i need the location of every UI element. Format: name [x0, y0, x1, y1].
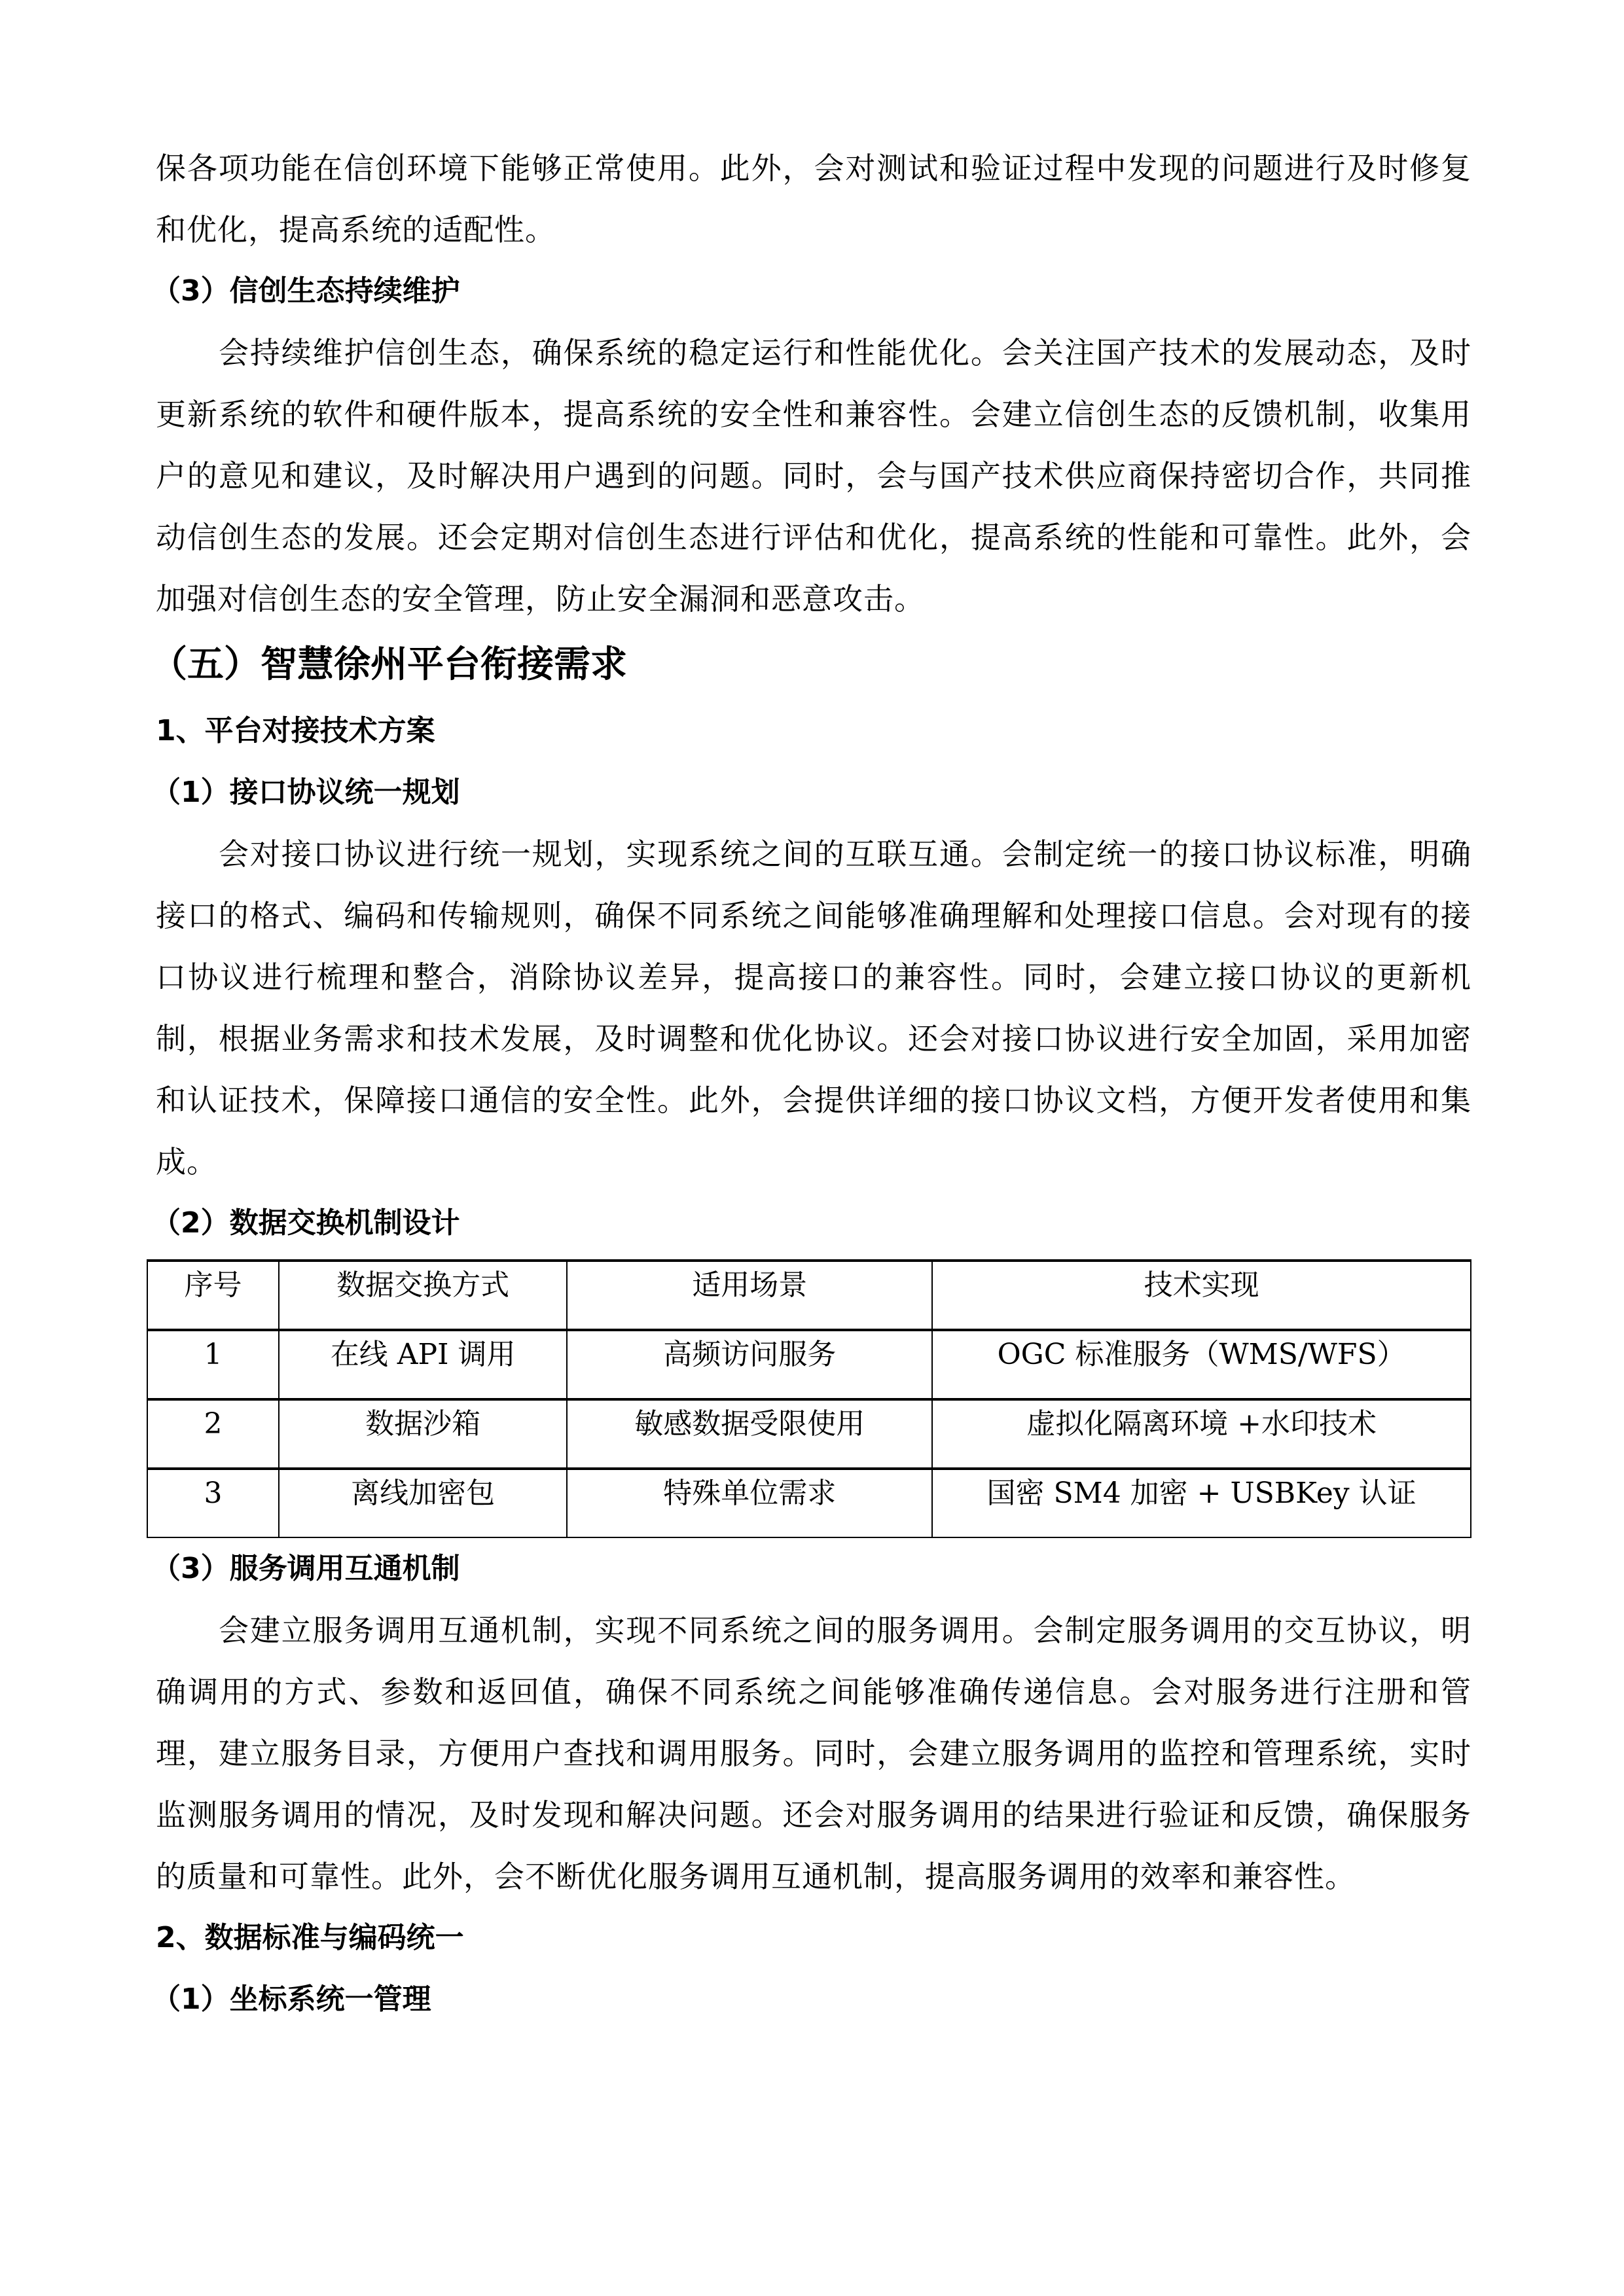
- table-cell: 2: [147, 1399, 279, 1469]
- table-cell: 在线 API 调用: [279, 1330, 568, 1399]
- table-cell: 特殊单位需求: [567, 1469, 932, 1537]
- paragraph-ecosystem-maintenance: 会持续维护信创生态，确保系统的稳定运行和性能优化。会关注国产技术的发展动态，及时更新系统的软件和硬件版本，提高系统的安全性和兼容性。会建立信创生态的反馈机制，收集用户的意见和建议，及时解决用户遇到的问题。同时，会与国产技术供应商保持密切合作，共同推动信创生态的发展。还会定期对信创生态进行评估和优化，提高系统的性能和可靠性。此外，会加强对信创生态的安全管理，防止安全漏洞和恶意攻击。: [156, 335, 1471, 617]
- table-row: [147, 1469, 1471, 1537]
- heading-xinchuang-ecosystem: （3）信创生态持续维护: [152, 274, 460, 308]
- table-header-row: [147, 1261, 1471, 1330]
- heading-coordinate-system: （1）坐标系统一管理: [152, 1982, 431, 2016]
- table-cell: 国密 SM4 加密 + USBKey 认证: [932, 1469, 1471, 1537]
- table-header-cell: 数据交换方式: [279, 1261, 568, 1330]
- table-header-cell: 适用场景: [567, 1261, 932, 1330]
- heading-data-exchange: （2）数据交换机制设计: [152, 1206, 460, 1240]
- paragraph-service-invocation: 会建立服务调用互通机制，实现不同系统之间的服务调用。会制定服务调用的交互协议，明确调用的方式、参数和返回值，确保不同系统之间能够准确传递信息。会对服务进行注册和管理，建立服务目录，方便用户查找和调用服务。同时，会建立服务调用的监控和管理系统，实时监测服务调用的情况，及时发现和解决问题。还会对服务调用的结果进行验证和反馈，确保服务的质量和可靠性。此外，会不断优化服务调用互通机制，提高服务调用的效率和兼容性。: [156, 1613, 1471, 1894]
- heading-service-invocation: （3）服务调用互通机制: [152, 1552, 460, 1585]
- table-cell: 数据沙箱: [279, 1399, 568, 1469]
- heading-data-standards: 2、数据标准与编码统一: [156, 1921, 464, 1954]
- paragraph-continuation: 保各项功能在信创环境下能够正常使用。此外，会对测试和验证过程中发现的问题进行及时修复和优化，提高系统的适配性。: [156, 151, 1471, 247]
- table-cell: 1: [147, 1330, 279, 1399]
- table-row: [147, 1399, 1471, 1469]
- table-header-cell: 序号: [147, 1261, 279, 1330]
- table-cell: OGC 标准服务（WMS/WFS）: [932, 1330, 1471, 1399]
- table-cell: 离线加密包: [279, 1469, 568, 1537]
- table-header-cell: 技术实现: [932, 1261, 1471, 1330]
- document-page: [151, 137, 1471, 2030]
- heading-platform-integration: 1、平台对接技术方案: [156, 714, 435, 747]
- table-cell: 敏感数据受限使用: [567, 1399, 932, 1469]
- data-exchange-table: [147, 1259, 1471, 1538]
- section-heading-smart-xuzhou: （五）智慧徐州平台衔接需求: [151, 643, 627, 686]
- heading-interface-protocol: （1）接口协议统一规划: [152, 776, 460, 809]
- table-cell: 虚拟化隔离环境 +水印技术: [932, 1399, 1471, 1469]
- table-cell: 3: [147, 1469, 279, 1537]
- table-cell: 高频访问服务: [567, 1330, 932, 1399]
- table-row: [147, 1330, 1471, 1399]
- paragraph-interface-protocol: 会对接口协议进行统一规划，实现系统之间的互联互通。会制定统一的接口协议标准，明确接口的格式、编码和传输规则，确保不同系统之间能够准确理解和处理接口信息。会对现有的接口协议进行梳理和整合，消除协议差异，提高接口的兼容性。同时，会建立接口协议的更新机制，根据业务需求和技术发展，及时调整和优化协议。还会对接口协议进行安全加固，采用加密和认证技术，保障接口通信的安全性。此外，会提供详细的接口协议文档，方便开发者使用和集成。: [156, 836, 1471, 1179]
